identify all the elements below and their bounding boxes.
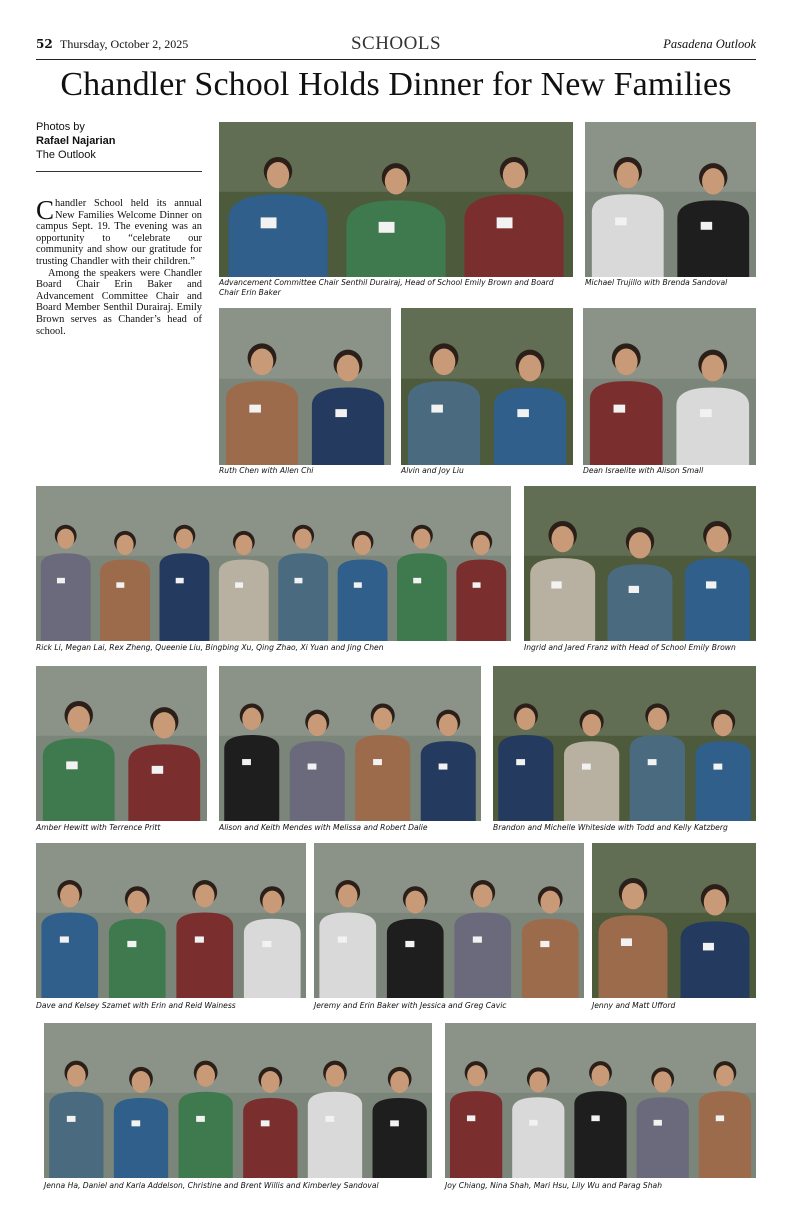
name-tag — [473, 936, 482, 942]
person-body — [176, 913, 233, 998]
section-title: SCHOOLS — [350, 33, 442, 54]
person-body — [454, 913, 511, 998]
person-face — [615, 348, 638, 375]
photo-5 — [583, 308, 756, 465]
person-face — [295, 529, 312, 549]
name-tag — [467, 1115, 475, 1121]
name-tag — [701, 222, 712, 230]
person-face — [132, 1071, 151, 1093]
person-body — [590, 381, 663, 465]
person-face — [326, 1065, 345, 1087]
person-body — [676, 387, 749, 465]
person-face — [261, 1071, 280, 1093]
photo-sky — [36, 666, 207, 736]
person-face — [262, 891, 282, 914]
person-body — [564, 741, 619, 821]
photo-caption: Jenny and Matt Ufford — [592, 1001, 676, 1010]
person-body — [608, 564, 673, 641]
name-tag — [654, 1120, 662, 1126]
photo-image — [36, 843, 306, 998]
person-face — [242, 708, 261, 730]
person-body — [498, 735, 553, 821]
person-face — [467, 1065, 485, 1086]
photo-9 — [219, 666, 481, 821]
name-tag — [373, 759, 382, 765]
person-body — [494, 387, 566, 465]
photo-3 — [219, 308, 391, 465]
issue-date: Thursday, October 2, 2025 — [60, 37, 189, 51]
name-tag — [582, 764, 591, 770]
photo-sky — [585, 122, 756, 192]
name-tag — [308, 764, 317, 770]
person-face — [617, 162, 639, 188]
photo-image — [36, 486, 511, 641]
person-body — [512, 1097, 564, 1178]
person-body — [696, 741, 751, 821]
name-tag — [405, 941, 414, 947]
person-face — [354, 535, 371, 555]
publication-name: Pasadena Outlook — [663, 37, 756, 51]
story-paragraph-2: Among the speakers were Chandler Board Chair Erin Baker and Advancement Committee Chair and Board Member Senthil Durairaj. Emily Brown serves as Chander’s head of school. — [36, 267, 202, 337]
person-face — [68, 706, 90, 732]
name-tag — [540, 941, 549, 947]
name-tag — [249, 405, 261, 413]
person-body — [387, 919, 444, 998]
photo-image — [592, 843, 756, 998]
person-body — [244, 919, 301, 998]
photo-10 — [493, 666, 756, 821]
person-face — [337, 355, 360, 382]
photo-sky — [401, 308, 573, 379]
name-tag — [294, 578, 302, 583]
person-face — [57, 529, 74, 549]
person-body — [243, 1098, 297, 1178]
photo-caption: Dean Israelite with Alison Small — [583, 466, 704, 475]
name-tag — [131, 1120, 140, 1126]
name-tag — [621, 938, 632, 946]
person-face — [648, 708, 667, 730]
person-body — [41, 553, 91, 641]
person-face — [390, 1071, 409, 1093]
person-body — [397, 553, 447, 641]
person-body — [224, 735, 279, 821]
photo-image — [445, 1023, 756, 1178]
person-body — [522, 919, 579, 998]
person-body — [338, 560, 388, 642]
person-face — [704, 889, 726, 915]
photo-caption: Alison and Keith Mendes with Melissa and Robert Dalie — [219, 823, 428, 832]
name-tag — [116, 582, 124, 587]
photo-image — [219, 308, 391, 465]
name-tag — [354, 582, 362, 587]
name-tag — [431, 405, 443, 413]
drop-cap: C — [36, 195, 55, 225]
person-face — [473, 535, 490, 555]
person-body — [312, 387, 384, 465]
name-tag — [66, 761, 77, 769]
photo-image — [583, 308, 756, 465]
name-tag — [517, 409, 529, 417]
photo-image — [585, 122, 756, 277]
name-tag — [390, 1120, 399, 1126]
person-body — [408, 381, 480, 465]
person-body — [373, 1098, 427, 1178]
name-tag — [262, 941, 271, 947]
person-face — [127, 891, 147, 914]
photo-12 — [314, 843, 584, 998]
photo-2 — [585, 122, 756, 277]
person-face — [582, 714, 601, 736]
credit-line: Photos by — [36, 121, 85, 133]
name-tag — [629, 586, 639, 593]
person-body — [450, 1091, 502, 1178]
person-body — [574, 1091, 626, 1178]
photo-credit — [36, 120, 115, 162]
photo-caption: Amber Hewitt with Terrence Pritt — [36, 823, 161, 832]
name-tag — [127, 941, 136, 947]
person-body — [346, 200, 445, 277]
name-tag — [176, 578, 184, 583]
person-body — [677, 200, 749, 277]
photo-caption: Jeremy and Erin Baker with Jessica and Greg Cavic — [314, 1001, 507, 1010]
name-tag — [648, 759, 657, 765]
header-rule — [36, 59, 756, 60]
person-face — [176, 529, 193, 549]
person-face — [503, 162, 525, 188]
person-body — [592, 194, 664, 277]
person-body — [228, 194, 327, 277]
person-body — [278, 553, 328, 641]
person-face — [473, 884, 493, 907]
person-face — [196, 1065, 215, 1087]
photographer-name: Rafael Najarian — [36, 135, 116, 147]
photo-image — [524, 486, 756, 641]
person-body — [226, 381, 298, 465]
person-face — [519, 355, 542, 382]
person-body — [421, 741, 476, 821]
photo-image — [219, 666, 481, 821]
person-body — [630, 735, 685, 821]
person-face — [373, 708, 392, 730]
person-body — [637, 1097, 689, 1178]
person-face — [385, 168, 407, 194]
photo-sky — [36, 486, 511, 556]
person-face — [413, 529, 430, 549]
name-tag — [516, 759, 525, 765]
name-tag — [242, 759, 251, 765]
person-body — [464, 194, 563, 277]
photo-sky — [44, 1023, 432, 1093]
person-body — [43, 738, 115, 821]
person-body — [114, 1098, 168, 1178]
photo-4 — [401, 308, 573, 465]
photo-image — [36, 666, 207, 821]
photo-caption: Advancement Committee Chair Senthil Durairaj, Head of School Emily Brown and Board Chair Erin Baker — [219, 278, 554, 297]
person-face — [116, 535, 133, 555]
person-body — [109, 919, 166, 998]
name-tag — [261, 1120, 270, 1126]
person-body — [308, 1092, 362, 1178]
person-body — [100, 560, 150, 642]
credit-rule — [36, 171, 202, 172]
name-tag — [261, 217, 277, 228]
person-body — [179, 1092, 233, 1178]
person-face — [153, 712, 175, 738]
person-face — [308, 714, 327, 736]
name-tag — [703, 943, 714, 951]
photo-caption: Ingrid and Jared Franz with Head of School Emily Brown — [524, 643, 736, 652]
photo-image — [314, 843, 584, 998]
person-face — [439, 714, 458, 736]
person-face — [701, 355, 724, 382]
name-tag — [67, 1116, 76, 1122]
photo-caption: Joy Chiang, Nina Shah, Mari Hsu, Lily Wu and Parag Shah — [445, 1181, 663, 1190]
person-face — [516, 708, 535, 730]
name-tag — [497, 217, 513, 228]
person-face — [529, 1071, 547, 1092]
person-body — [128, 744, 200, 821]
person-body — [599, 915, 668, 998]
person-body — [41, 913, 98, 998]
name-tag — [379, 222, 395, 233]
photo-13 — [592, 843, 756, 998]
person-body — [219, 560, 269, 642]
name-tag — [529, 1120, 537, 1126]
photo-caption: Alvin and Joy Liu — [401, 466, 464, 475]
photo-caption: Jenna Ha, Daniel and Karla Addelson, Christine and Brent Willis and Kimberley Sandoval — [44, 1181, 379, 1190]
photo-7 — [524, 486, 756, 641]
person-face — [629, 532, 651, 558]
photo-caption: Rick Li, Megan Lai, Rex Zheng, Queenie Liu, Bingbing Xu, Qing Zhao, Xi Yuan and Jing Chen — [36, 643, 384, 652]
person-face — [235, 535, 252, 555]
photo-11 — [36, 843, 306, 998]
name-tag — [551, 581, 561, 588]
name-tag — [473, 582, 481, 587]
photo-sky — [583, 308, 756, 379]
person-body — [355, 735, 410, 821]
person-face — [551, 526, 573, 552]
person-body — [685, 558, 750, 641]
name-tag — [325, 1116, 334, 1122]
person-face — [433, 348, 456, 375]
person-body — [319, 913, 376, 998]
photo-image — [401, 308, 573, 465]
name-tag — [716, 1115, 724, 1121]
person-face — [60, 884, 80, 907]
name-tag — [413, 578, 421, 583]
name-tag — [60, 936, 69, 942]
person-face — [714, 714, 733, 736]
photo-sky — [592, 843, 756, 913]
photo-caption: Brandon and Michelle Whiteside with Todd and Kelly Katzberg — [493, 823, 728, 832]
person-body — [49, 1092, 103, 1178]
page-number: 52 — [36, 37, 53, 51]
person-face — [338, 884, 358, 907]
photo-15 — [445, 1023, 756, 1178]
photo-image — [493, 666, 756, 821]
person-face — [405, 891, 425, 914]
name-tag — [338, 936, 347, 942]
story-text — [36, 195, 202, 337]
name-tag — [196, 1116, 205, 1122]
name-tag — [57, 578, 65, 583]
name-tag — [614, 405, 626, 413]
photo-image — [219, 122, 573, 277]
story-paragraph-1 — [36, 195, 202, 268]
name-tag — [195, 936, 204, 942]
name-tag — [713, 764, 722, 770]
person-face — [267, 162, 289, 188]
name-tag — [706, 581, 716, 588]
person-face — [716, 1065, 734, 1086]
person-face — [251, 348, 274, 375]
photo-image — [44, 1023, 432, 1178]
photo-caption: Michael Trujillo with Brenda Sandoval — [585, 278, 728, 287]
person-body — [456, 560, 506, 642]
person-face — [195, 884, 215, 907]
photo-14 — [44, 1023, 432, 1178]
photo-1 — [219, 122, 573, 277]
person-face — [67, 1065, 86, 1087]
story-paragraph-1-text: handler School held its annual New Families Welcome Dinner on campus Sept. 19. The evening was an opportunity to “celebrate our community and show our gratitude for trusting Chandler with their children.” — [36, 198, 202, 267]
photo-6 — [36, 486, 511, 641]
person-face — [654, 1071, 672, 1092]
photo-8 — [36, 666, 207, 821]
name-tag — [335, 409, 347, 417]
person-body — [160, 553, 210, 641]
credit-outlet: The Outlook — [36, 149, 96, 161]
name-tag — [235, 582, 243, 587]
name-tag — [591, 1115, 599, 1121]
name-tag — [700, 409, 712, 417]
person-body — [699, 1091, 751, 1178]
headline: Chandler School Holds Dinner for New Families — [60, 66, 732, 103]
photo-caption: Ruth Chen with Allen Chi — [219, 466, 314, 475]
name-tag — [615, 217, 626, 225]
person-face — [706, 526, 728, 552]
photo-sky — [219, 308, 391, 379]
person-face — [702, 168, 724, 194]
photo-caption: Dave and Kelsey Szamet with Erin and Reid Wainess — [36, 1001, 236, 1010]
person-body — [681, 921, 750, 998]
person-face — [540, 891, 560, 914]
person-body — [530, 558, 595, 641]
name-tag — [152, 766, 163, 774]
person-body — [290, 741, 345, 821]
person-face — [592, 1065, 610, 1086]
name-tag — [439, 764, 448, 770]
person-face — [622, 883, 644, 909]
